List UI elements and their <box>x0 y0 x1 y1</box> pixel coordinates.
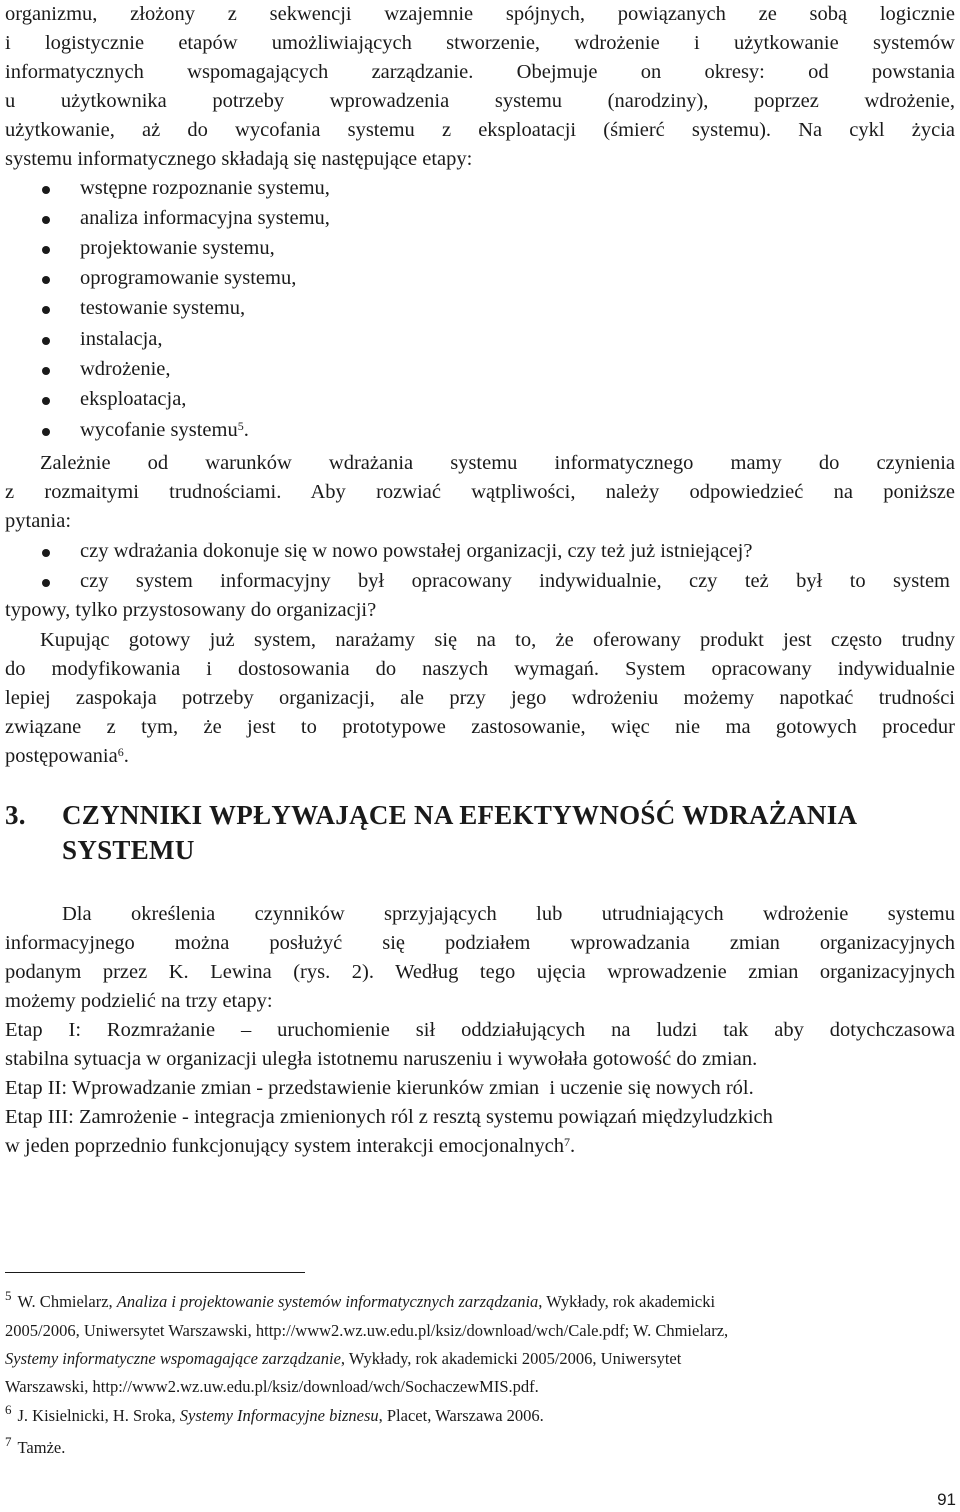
intro-line: i logistycznie etapów umożliwiających stworzenie, wdrożenie i użytkowanie systemów <box>5 32 955 54</box>
footnote-title: Systemy Informacyjne biznesu <box>179 1406 379 1425</box>
stage-description: stabilna sytuacja w organizacji uległa istotnemu naruszeniu i wywołała gotowość do zmian. <box>5 1048 758 1070</box>
footnote-title: Analiza i projektowanie systemów informatycznych zarządzania <box>116 1292 539 1311</box>
footnote-ref[interactable]: 7 <box>564 1135 571 1149</box>
section-number: 3. <box>5 800 26 830</box>
footnote-5-line: 2005/2006, Uniwersytet Warszawski, http://www2.wz.uw.edu.pl/ksiz/download/wch/Cale.pdf; W. Chmielarz, <box>5 1321 729 1340</box>
section-title: CZYNNIKI WPŁYWAJĄCE NA EFEKTYWNOŚĆ WDRAŻANIA <box>62 800 858 830</box>
punctuation: . <box>243 419 249 441</box>
list-item-text: wycofanie systemu <box>80 419 238 441</box>
footnote-7 <box>5 1433 955 1462</box>
paragraph-line: możemy podzielić na trzy etapy: <box>5 990 273 1012</box>
list-item: testowanie systemu, <box>80 297 246 319</box>
bullet-icon <box>42 579 50 587</box>
paragraph-line: Kupując gotowy już system, narażamy się na to, że oferowany produkt jest często trudny <box>40 629 955 651</box>
footnote-text: Tamże. <box>17 1438 66 1457</box>
punctuation: . <box>570 1135 576 1157</box>
bullet-icon <box>42 186 50 194</box>
stage-description: Etap III: Zamrożenie - integracja zmienionych ról z resztą systemu powiązań międzyludzkich <box>5 1106 773 1128</box>
footnote-5-line <box>5 1344 955 1373</box>
bullet-icon <box>42 397 50 405</box>
list-item-continuation: typowy, tylko przystosowany do organizacji? <box>5 599 377 621</box>
intro-line: u użytkownika potrzeby wprowadzenia systemu (narodziny), poprzez wdrożenie, <box>5 90 955 112</box>
footnote-number: 6 <box>5 1402 12 1417</box>
list-item: wdrożenie, <box>80 358 171 380</box>
list-item: czy wdrażania dokonuje się w nowo powstałej organizacji, czy też już istniejącej? <box>80 540 753 562</box>
intro-line: użytkowanie, aż do wycofania systemu z eksploatacji (śmierć systemu). Na cykl życia <box>5 119 955 141</box>
footnote-text: , Wykłady, rok akademicki 2005/2006, Uniwersytet <box>340 1349 682 1368</box>
footnote-number: 5 <box>5 1288 12 1303</box>
bullet-icon <box>42 246 50 254</box>
bullet-icon <box>42 337 50 345</box>
paragraph-line: informacyjnego można posłużyć się podziałem wprowadzania zmian organizacyjnych <box>5 932 955 954</box>
footnote-separator <box>5 1272 305 1273</box>
paragraph-line: lepiej zaspokaja potrzeby organizacji, ale przy jego wdrożeniu możemy napotkać trudności <box>5 687 955 709</box>
list-item: wstępne rozpoznanie systemu, <box>80 177 330 199</box>
page-number: 91 <box>937 1490 956 1509</box>
paragraph-line: Dla określenia czynników sprzyjających lub utrudniających wdrożenie systemu <box>62 903 955 925</box>
paragraph-line: pytania: <box>5 510 72 532</box>
list-item: instalacja, <box>80 328 163 350</box>
footnote-text: , Placet, Warszawa 2006. <box>378 1406 544 1425</box>
list-item: analiza informacyjna systemu, <box>80 207 330 229</box>
stage-text: w jeden poprzednio funkcjonujący system interakcji emocjonalnych <box>5 1135 565 1157</box>
bullet-icon <box>42 216 50 224</box>
section-title-continued: SYSTEMU <box>62 835 195 865</box>
list-item: eksploatacja, <box>80 388 187 410</box>
paragraph-line: do modyfikowania i dostosowania do naszych wymagań. System opracowany indywidualnie <box>5 658 955 680</box>
stage-description: Etap II: Wprowadzanie zmian - przedstawienie kierunków zmian i uczenie się nowych ról. <box>5 1077 754 1099</box>
list-item: czy system informacyjny był opracowany indywidualnie, czy też był to system <box>80 570 950 592</box>
list-item: projektowanie systemu, <box>80 237 275 259</box>
bullet-icon <box>42 306 50 314</box>
intro-line: informatycznych wspomagających zarządzanie. Obejmuje on okresy: od powstania <box>5 61 955 83</box>
bullet-icon <box>42 276 50 284</box>
footnote-5 <box>5 1287 955 1316</box>
bullet-icon <box>42 549 50 557</box>
bullet-icon <box>42 367 50 375</box>
footnote-ref[interactable]: 5 <box>237 419 244 433</box>
footnote-number: 7 <box>5 1434 12 1449</box>
stage-description <box>5 1132 955 1161</box>
intro-line: organizmu, złożony z sekwencji wzajemnie spójnych, powiązanych ze sobą logicznie <box>5 3 955 25</box>
list-item <box>80 416 950 445</box>
paragraph-line <box>5 742 955 771</box>
paragraph-text: postępowania <box>5 745 118 767</box>
paragraph-line: podanym przez K. Lewina (rys. 2). Według tego ujęcia wprowadzenie zmian organizacyjnych <box>5 961 955 983</box>
footnote-text: W. Chmielarz, <box>17 1292 113 1311</box>
footnote-text: , Wykłady, rok akademicki <box>538 1292 716 1311</box>
footnote-6 <box>5 1401 955 1430</box>
punctuation: . <box>123 745 129 767</box>
footnote-5-line: Warszawski, http://www2.wz.uw.edu.pl/ksiz/download/wch/SochaczewMIS.pdf. <box>5 1377 539 1396</box>
stage-description: Etap I: Rozmrażanie – uruchomienie sił oddziałujących na ludzi tak aby dotychczasowa <box>5 1019 955 1041</box>
footnote-title: Systemy informatyczne wspomagające zarządzanie <box>5 1349 341 1368</box>
paragraph-line: związane z tym, że jest to prototypowe zastosowanie, więc nie ma gotowych procedur <box>5 716 955 738</box>
footnote-text: J. Kisielnicki, H. Sroka, <box>17 1406 176 1425</box>
list-item: oprogramowanie systemu, <box>80 267 297 289</box>
paragraph-line: Zależnie od warunków wdrażania systemu informatycznego mamy do czynienia <box>40 452 955 474</box>
paragraph-line: z rozmaitymi trudnościami. Aby rozwiać wątpliwości, należy odpowiedzieć na poniższe <box>5 481 955 503</box>
intro-line: systemu informatycznego składają się następujące etapy: <box>5 148 473 170</box>
bullet-icon <box>42 428 50 436</box>
footnote-ref[interactable]: 6 <box>117 745 124 759</box>
